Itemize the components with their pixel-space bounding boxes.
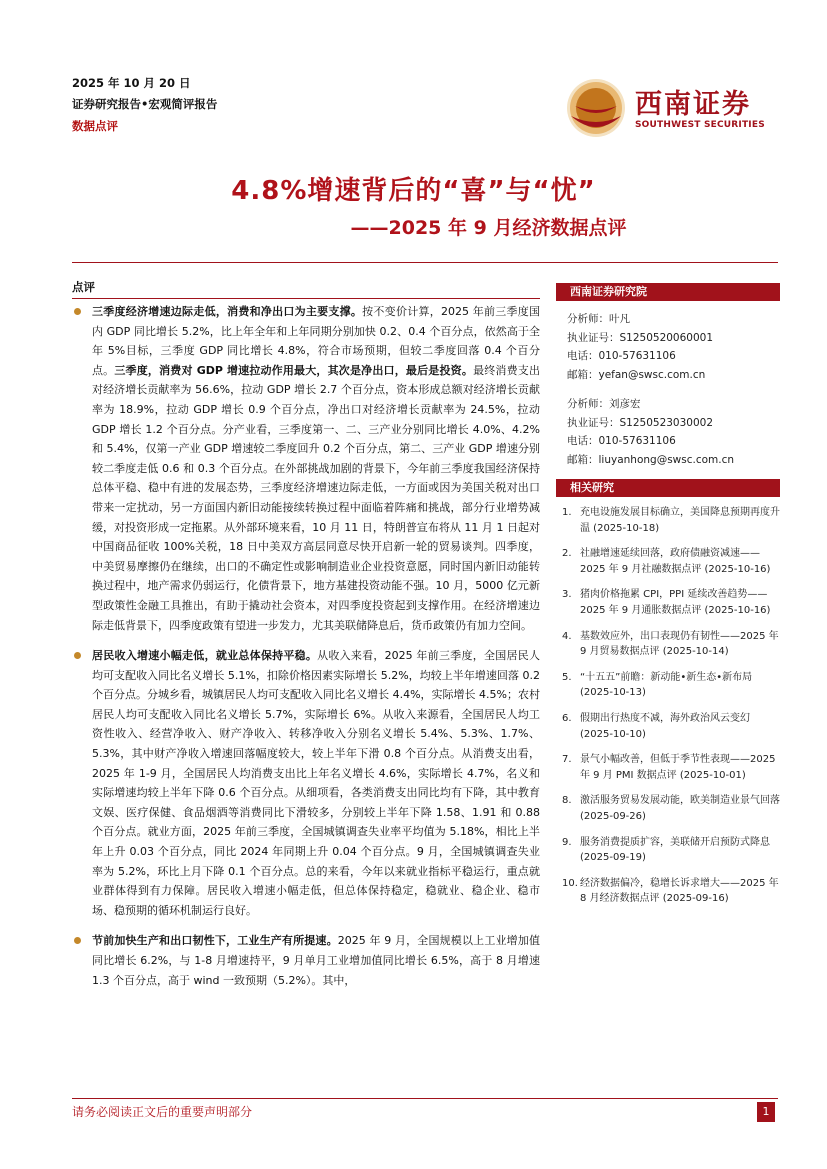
bullet-icon	[74, 652, 81, 659]
report-type: 证券研究报告•宏观简评报告	[72, 97, 218, 111]
analyst-block	[567, 310, 779, 470]
paragraph-lead: 节前加快生产和出口韧性下，工业生产有所提速。	[92, 934, 338, 948]
related-item-number: 9.	[562, 836, 572, 848]
analyst-cert: 执业证号：S1250523030002	[567, 416, 714, 429]
paragraph-lead: 居民收入增速小幅走低，就业总体保持平稳。	[92, 649, 318, 663]
company-logo	[563, 76, 773, 138]
related-item-number: 6.	[562, 712, 572, 724]
logo-english-name: SOUTHWEST SECURITIES	[635, 120, 765, 130]
related-item-text: 基数效应外，出口表现仍有韧性——2025 年 9 月贸易数据点评 (2025-10-14)	[580, 630, 779, 658]
page-subtitle: ——2025 年 9 月经济数据点评	[350, 217, 627, 239]
related-item[interactable]	[560, 876, 780, 907]
related-item-number: 7.	[562, 754, 572, 766]
report-date: 2025 年 10 月 20 日	[72, 76, 191, 90]
main-body	[72, 302, 540, 1001]
related-item[interactable]	[560, 793, 780, 824]
analyst-name: 分析师：叶凡	[567, 313, 630, 325]
related-title: 相关研究	[556, 479, 780, 497]
related-list	[560, 505, 780, 917]
institute-box	[556, 283, 780, 301]
related-item[interactable]	[560, 711, 780, 742]
related-item[interactable]	[560, 629, 780, 660]
related-item-text: 经济数据偏冷，稳增长诉求增大——2025 年 8 月经济数据点评 (2025-09-16)	[580, 877, 779, 905]
paragraph-lead: 三季度，消费对 GDP 增速拉动作用最大，其次是净出口，最后是投资。	[114, 363, 474, 377]
related-item[interactable]	[560, 546, 780, 577]
analyst-email[interactable]: 邮箱：liuyanhong@swsc.com.cn	[567, 453, 735, 466]
page-title: 4.8%增速背后的“喜”与“忧”	[231, 176, 596, 206]
report-category: 数据点评	[72, 119, 118, 133]
paragraph-text: 按不变价计算，2025 年前三季度国内 GDP 同比增长 5.2%，比上年全年和上年同期分别加快 0.2、0.4 个百分点，依然高于全年 5%目标，三季度 GDP 同比增长 4.8%，符合市场预期，但较二季度回落 0.4 个百分点。	[92, 305, 540, 377]
related-item-text: 充电设施发展目标确立，美国降息预期再度升温 (2025-10-18)	[580, 507, 780, 534]
related-item[interactable]	[560, 587, 780, 618]
related-item-text: “十五五”前瞻：新动能•新生态•新布局 (2025-10-13)	[580, 671, 753, 699]
related-item-text: 社融增速延续回落，政府债融资减速——2025 年 9 月社融数据点评 (2025-10-16)	[580, 548, 771, 575]
related-item-number: 8.	[562, 795, 572, 807]
related-item[interactable]	[560, 752, 780, 783]
related-item-number: 10.	[562, 877, 578, 889]
analyst-email[interactable]: 邮箱：yefan@swsc.com.cn	[567, 369, 706, 382]
logo-name: 西南证券	[635, 89, 751, 120]
related-item[interactable]	[560, 670, 780, 701]
paragraph-gdp	[72, 302, 540, 635]
logo-emblem-icon	[563, 76, 629, 138]
title-divider	[72, 262, 778, 263]
footer-disclaimer: 请务必阅读正文后的重要声明部分	[72, 1105, 253, 1119]
related-item-number: 3.	[562, 589, 572, 601]
analyst-cert: 执业证号：S1250520060001	[567, 331, 714, 344]
bullet-icon	[74, 937, 81, 944]
related-item-text: 景气小幅改善，但低于季节性表现——2025 年 9 月 PMI 数据点评 (2025-10-01)	[580, 754, 776, 781]
related-item-text: 猪肉价格拖累 CPI，PPI 延续改善趋势——2025 年 9 月通胀数据点评 (2025-10-16)	[580, 589, 771, 616]
analyst-name: 分析师：刘彦宏	[567, 397, 641, 410]
related-item-number: 4.	[562, 630, 572, 642]
section-label: 点评	[72, 280, 95, 294]
analyst-phone: 电话：010-57631106	[567, 435, 676, 448]
related-item[interactable]	[560, 505, 780, 536]
institute-title: 西南证券研究院	[556, 283, 780, 301]
footer-divider	[72, 1098, 778, 1099]
related-item-number: 5.	[562, 671, 572, 683]
section-divider	[72, 298, 540, 299]
related-item-number: 1.	[562, 507, 572, 518]
related-item-number: 2.	[562, 548, 572, 560]
bullet-icon	[74, 308, 81, 315]
paragraph-lead: 三季度经济增速边际走低，消费和净出口为主要支撑。	[92, 305, 363, 318]
paragraph-income	[72, 646, 540, 920]
analyst-phone: 电话：010-57631106	[567, 350, 676, 363]
paragraph-text: 2025 年 9 月，全国规模以上工业增加值同比增长 6.2%，与 1-8 月增速持平，9 月单月工业增加值同比增长 6.5%，高于 8 月增速 1.3 个百分点，高于 wind 一致预期（5.2%）。其中，	[92, 934, 541, 987]
page-number: 1	[757, 1102, 775, 1122]
related-box	[556, 479, 780, 497]
related-item-text: 假期出行热度不减，海外政治风云变幻 (2025-10-10)	[580, 712, 750, 740]
paragraph-text: 最终消费支出对经济增长贡献率为 56.6%，拉动 GDP 增长 2.7 个百分点，资本形成总额对经济增长贡献率为 18.9%，拉动 GDP 增长 0.9 个百分点，净出口对经济增长贡献率为 24.5%，拉动 GDP 增长 1.2 个百分点。分产业看，三季度第一、二、三产业分别同比增长 4.0%、4.2%和 5.4%，仅第一产业 GDP 增速较二季度回升 0.2 个百分点，第二、三产业 GDP 增速分别较二季度走低 0.6 和 0.3 个百分点。在外部挑战加剧的背景下，今年前三季度我国经济保持总体平稳、稳中有进的发展态势，三季度经济增速边际走低，一方面或因为美国关税对出口带来一定扰动，另一方面国内新旧动能接续转换过程中面临着阵痛和挑战，部分行业增势减缓，对投资形成一定拖累。从外部环境来看，10 月 11 日，特朗普宣布将从 11 月 1 日起对中国商品征收 100%关税，18 日中美双方高层同意尽快开启新一轮的贸易谈判。四季度，中美贸易摩擦仍在继续，出口的不确定性或影响制造业企业投资意愿，同时国内新旧动能转换过程中，地产需求仍弱运行，化债背景下，地方基建投资动能不强。10 月，5000 亿元新型政策性金融工具推出，有助于撬动社会资本，对四季度投资起到支撑作用。在经济增速边际走低背景下，四季度政策有望进一步发力，尤其美联储降息后，货币政策仍有加力空间。	[92, 363, 540, 632]
paragraph-text: 从收入来看，2025 年前三季度，全国居民人均可支配收入同比名义增长 5.1%，扣除价格因素实际增长 5.2%，均较上半年增速回落 0.2 个百分点。分城乡看，城镇居民人均可支配收入同比名义增长 4.4%，实际增长 4.5%；农村居民人均可支配收入同比名义增长 5.7%，实际增长 6%。从收入来源看，全国居民人均工资性收入、经营净收入、财产净收入、转移净收入分别名义增长 5.4%、5.3%、1.7%、5.3%，其中财产净收入增速回落幅度较大，较上半年下滑 0.8 个百分点。从消费支出看，2025 年 1-9 月，全国居民人均消费支出比上年名义增长 4.6%，实际增长 4.7%，名义和实际增速均较上半年下降 0.6 个百分点。从细项看，各类消费支出同比均有下降，其中教育文娱、医疗保健、食品烟酒等消费同比下滑较多，分别较上半年下降 1.58、1.91 和 0.88 个百分点。就业方面，2025 年前三季度，全国城镇调查失业率平均值为 5.18%，相比上半年上升 0.03 个百分点，同比 2024 年同期上升 0.04 个百分点。9 月，全国城镇调查失业率为 5.2%，环比上月下降 0.1 个百分点。总的来看，今年以来就业指标平稳运行，重点就业群体得到有力保障。居民收入增速小幅走低，但总体保持稳定，稳就业、稳企业、稳市场、稳预期的循环机制运行良好。	[92, 649, 540, 917]
related-item-text: 服务消费提质扩容，美联储开启预防式降息 (2025-09-19)	[580, 836, 770, 864]
related-item[interactable]	[560, 835, 780, 866]
paragraph-industry	[72, 931, 540, 990]
related-item-text: 激活服务贸易发展动能，欧美制造业景气回落 (2025-09-26)	[580, 795, 780, 822]
